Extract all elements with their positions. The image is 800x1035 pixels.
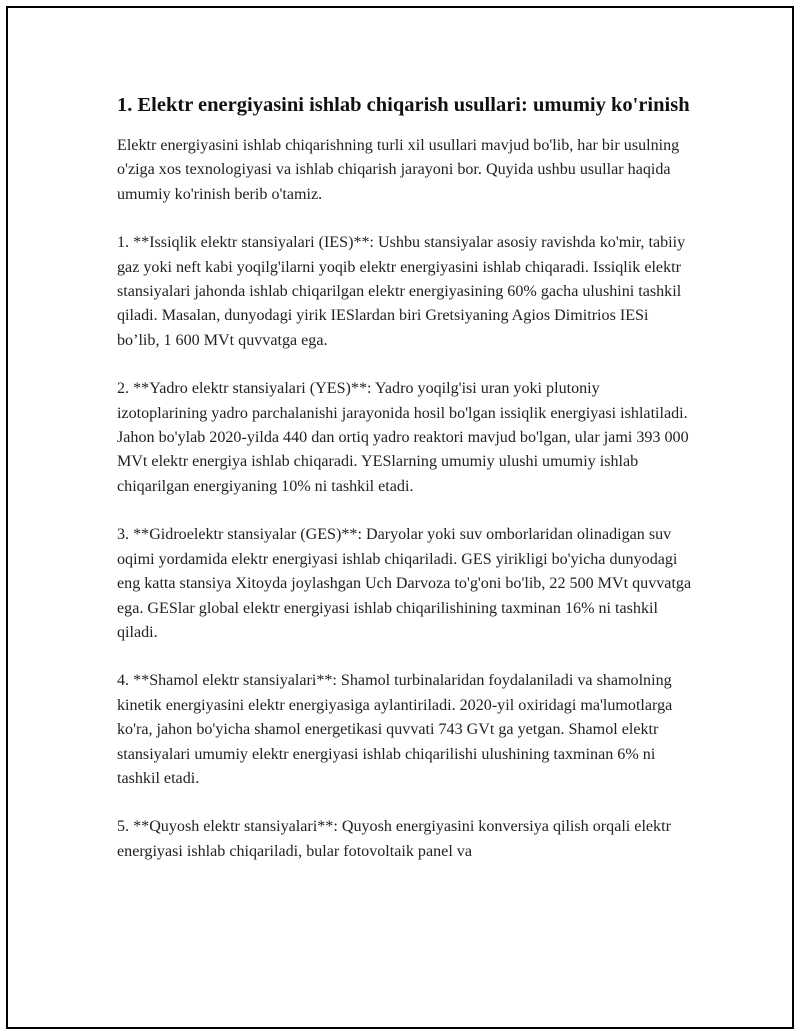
paragraph-hydro-power: 3. **Gidroelektr stansiyalar (GES)**: Daryolar yoki suv omborlaridan olinadigan suv oqimi yordamida elektr energiyasi ishlab chiqariladi. GES yirikligi bo'yicha dunyodagi eng katta stansiya Xitoyda joylashgan Uch Darvoza to'g'oni bo'lib, 22 500 MVt quvvatga ega. GESlar global elektr energiyasi ishlab chiqarilishining taxminan 16% ni tashkil qiladi. [117, 526, 692, 641]
intro-paragraph: Elektr energiyasini ishlab chiqarishning turli xil usullari mavjud bo'lib, har bir usulning o'ziga xos texnologiyasi va ishlab chiqarish jarayoni bor. Quyida ushbu usullar haqida umumiy ko'rinish berib o'tamiz. [117, 137, 680, 203]
paragraph-thermal-power: 1. **Issiqlik elektr stansiyalari (IES)**: Ushbu stansiyalar asosiy ravishda ko'mir, tabiiy gaz yoki neft kabi yoqilg'ilarni yoqib elektr energiyasini ishlab chiqaradi. Issiqlik elektr stansiyalari jahonda ishlab chiqarilgan elektr energiyasining 60% gacha ulushini tashkil qiladi. Masalan, dunyodagi yirik IESlardan biri Gretsiyaning Agios Dimitrios IESi bo’lib, 1 600 MVt quvvatga ega. [117, 234, 686, 349]
paragraph-wind-power: 4. **Shamol elektr stansiyalari**: Shamol turbinalaridan foydalaniladi va shamolning kinetik energiyasini elektr energiyasiga aylantiriladi. 2020-yil oxiridagi ma'lumotlarga ko'ra, jahon bo'yicha shamol energetikasi quvvati 743 GVt ga yetgan. Shamol elektr stansiyalari umumiy elektr energiyasi ishlab chiqarilishi ulushining taxminan 6% ni tashkil etadi. [117, 672, 673, 787]
document-body [117, 92, 692, 888]
document-title: 1. Elektr energiyasini ishlab chiqarish usullari: umumiy ko'rinish [117, 94, 690, 116]
paragraph-nuclear-power: 2. **Yadro elektr stansiyalari (YES)**: Yadro yoqilg'isi uran yoki plutoniy izotoplarining yadro parchalanishi jarayonida hosil bo'lgan issiqlik energiyasi ishlatiladi. Jahon bo'ylab 2020-yilda 440 dan ortiq yadro reaktori mavjud bo'lgan, ular jami 393 000 MVt elektr energiya ishlab chiqaradi. YESlarning umumiy ulushi umumiy ishlab chiqarilgan energiyaning 10% ni tashkil etadi. [117, 380, 689, 495]
paragraph-solar-power: 5. **Quyosh elektr stansiyalari**: Quyosh energiyasini konversiya qilish orqali elektr energiyasi ishlab chiqariladi, bular fotovoltaik panel va [117, 818, 671, 860]
